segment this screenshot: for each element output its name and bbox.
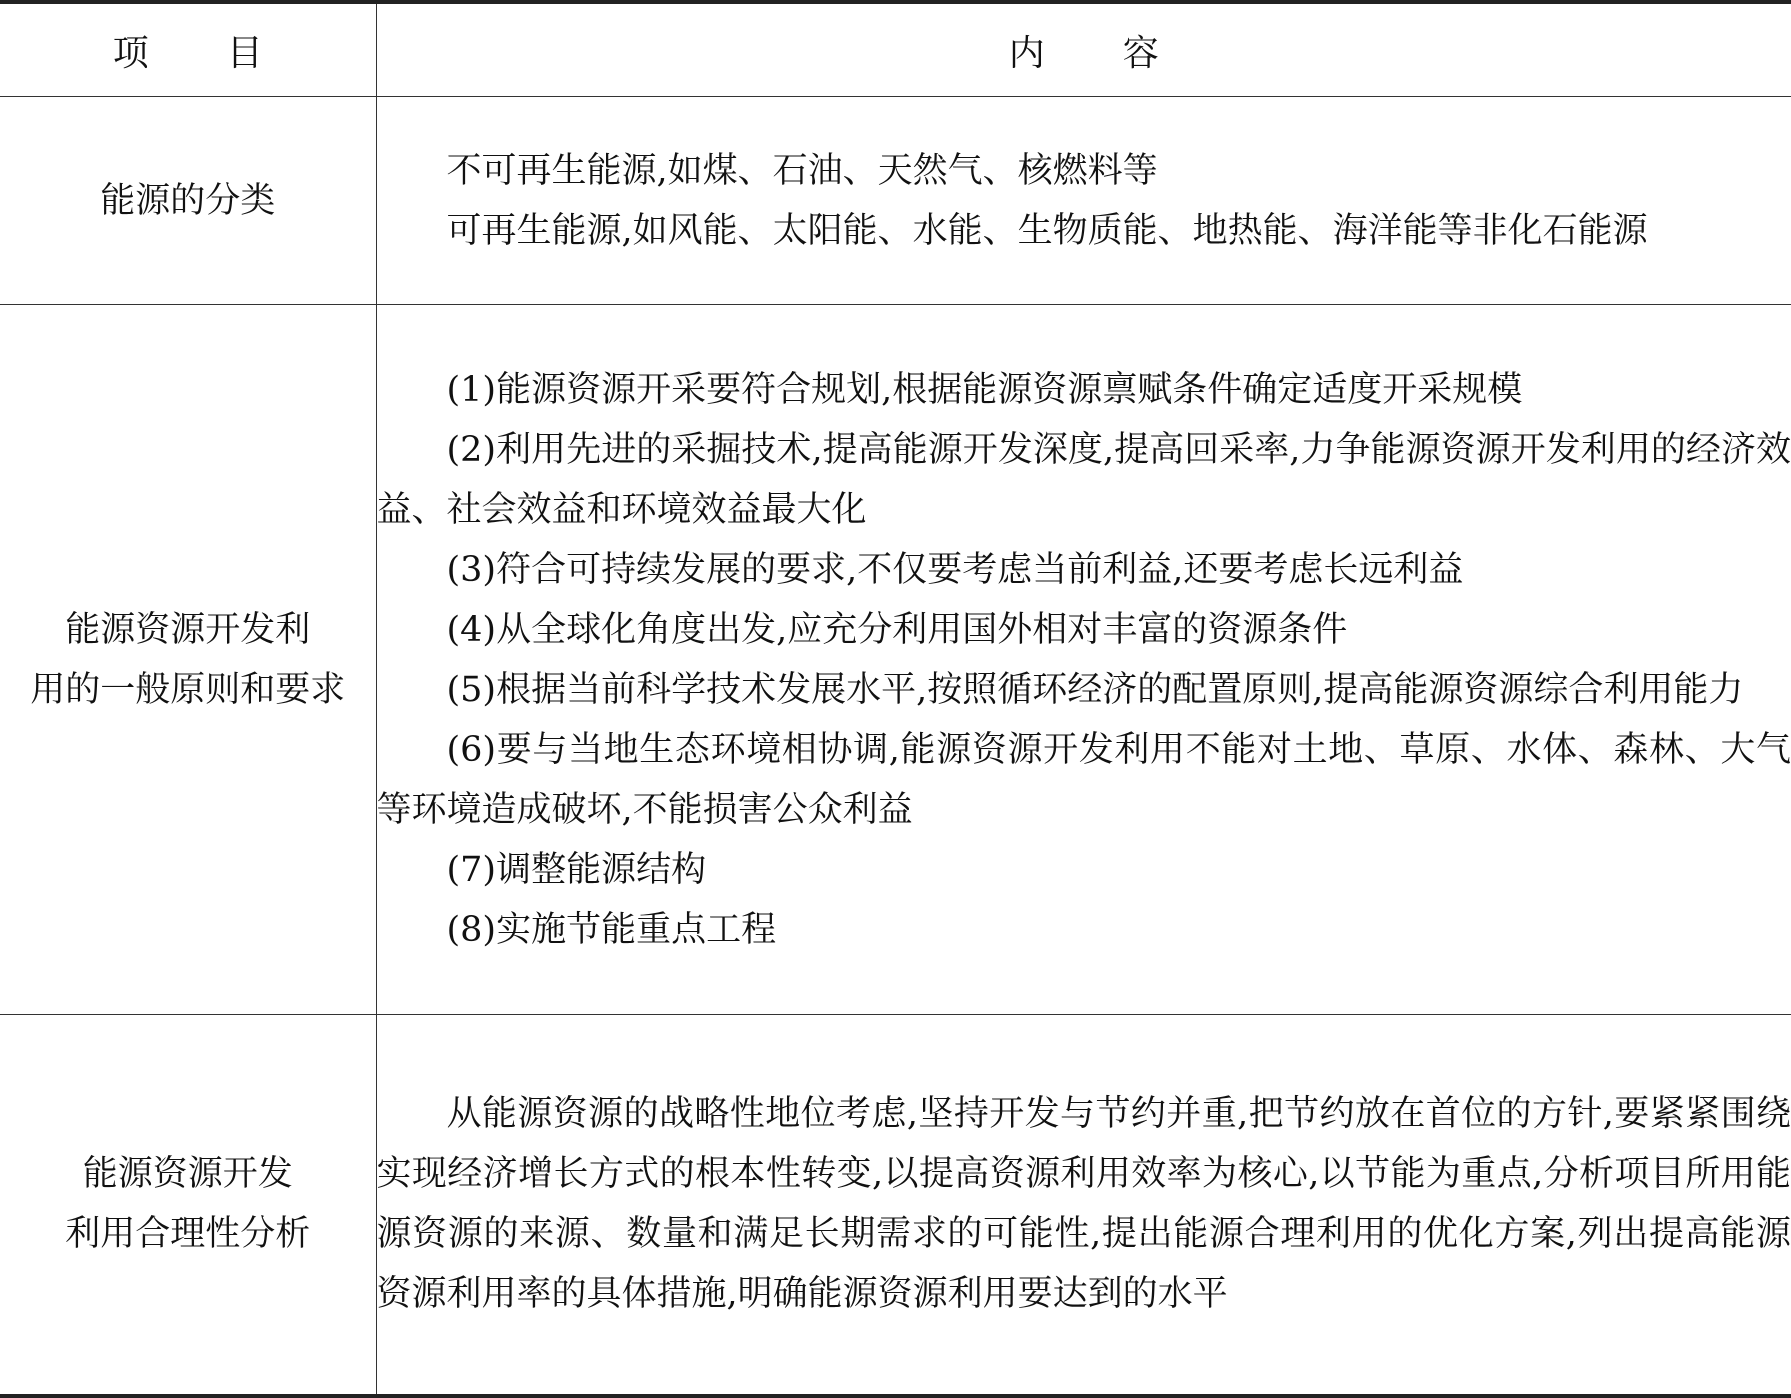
item-cell	[0, 1015, 376, 1396]
item-label-line: 能源资源开发利	[0, 600, 376, 660]
content-paragraph: (8)实施节能重点工程	[377, 900, 1791, 960]
item-label-line: 能源的分类	[0, 171, 376, 231]
item-label-line: 能源资源开发	[0, 1144, 376, 1204]
content-paragraph: (6)要与当地生态环境相协调,能源资源开发利用不能对土地、草原、水体、森林、大气等环境造成破坏,不能损害公众利益	[377, 720, 1791, 840]
content-cell	[376, 1015, 1791, 1396]
content-paragraph: (7)调整能源结构	[377, 840, 1791, 900]
content-paragraph: 从能源资源的战略性地位考虑,坚持开发与节约并重,把节约放在首位的方针,要紧紧围绕实现经济增长方式的根本性转变,以提高资源利用效率为核心,以节能为重点,分析项目所用能源资源的来源、数量和满足长期需求的可能性,提出能源合理利用的优化方案,列出提高能源资源利用率的具体措施,明确能源资源利用要达到的水平	[377, 1084, 1791, 1324]
content-paragraph: 可再生能源,如风能、太阳能、水能、生物质能、地热能、海洋能等非化石能源	[377, 201, 1791, 261]
item-label-line: 用的一般原则和要求	[0, 660, 376, 720]
content-paragraph: (1)能源资源开采要符合规划,根据能源资源禀赋条件确定适度开采规模	[377, 360, 1791, 420]
header-item-char-1: 项	[113, 25, 149, 76]
item-label-line: 利用合理性分析	[0, 1204, 376, 1264]
content-paragraph: (5)根据当前科学技术发展水平,按照循环经济的配置原则,提高能源资源综合利用能力	[377, 660, 1791, 720]
header-content	[376, 2, 1791, 97]
content-paragraph: (4)从全球化角度出发,应充分利用国外相对丰富的资源条件	[377, 600, 1791, 660]
header-content-char-2: 容	[1123, 25, 1159, 76]
table-row	[0, 305, 1791, 1015]
header-item	[0, 2, 376, 97]
content-paragraph: 不可再生能源,如煤、石油、天然气、核燃料等	[377, 141, 1791, 201]
header-item-char-2: 目	[227, 25, 263, 76]
content-paragraph: (2)利用先进的采掘技术,提高能源开发深度,提高回采率,力争能源资源开发利用的经济效益、社会效益和环境效益最大化	[377, 420, 1791, 540]
table-row	[0, 97, 1791, 305]
item-cell	[0, 305, 376, 1015]
table-row	[0, 1015, 1791, 1396]
header-content-char-1: 内	[1009, 25, 1045, 76]
content-cell	[376, 305, 1791, 1015]
content-cell	[376, 97, 1791, 305]
item-cell	[0, 97, 376, 305]
header-row	[0, 2, 1791, 97]
content-paragraph: (3)符合可持续发展的要求,不仅要考虑当前利益,还要考虑长远利益	[377, 540, 1791, 600]
